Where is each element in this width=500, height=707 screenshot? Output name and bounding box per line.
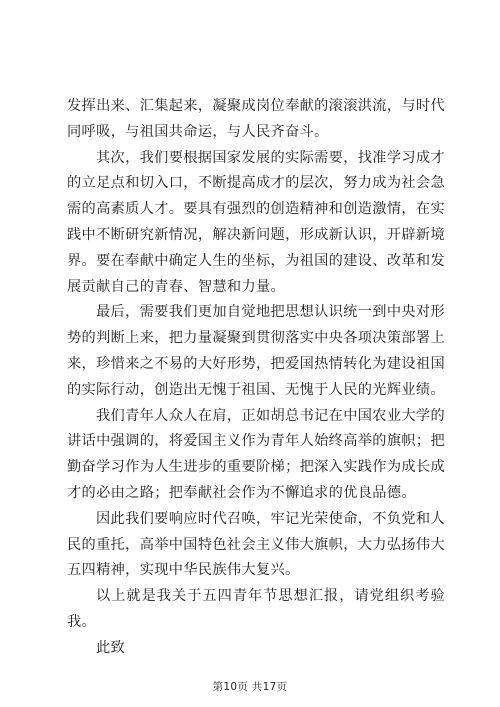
paragraph-continuation: 发挥出来、汇集起来，凝聚成岗位奉献的滚滚洪流，与时代同呼吸，与祖国共命运，与人民齐奋斗。 — [67, 98, 445, 140]
paragraph-youth: 我们青年人众人在肩，正如胡总书记在中国农业大学的讲话中强调的，将爱国主义作为青年人始终高举的旗帜；把勤奋学习作为人生进步的重要阶梯；把深入实践作为成长成才的必由之路；把奉献社会作为不懈追求的优良品德。 — [67, 407, 445, 501]
page-number-footer: 第10页 共17页 — [212, 681, 288, 693]
paragraph-salutation: 此致 — [96, 639, 126, 656]
paragraph-therefore: 因此我们要响应时代召唤，牢记光荣使命，不负党和人民的重托，高举中国特色社会主义伟大旗帜，大力弘扬伟大五四精神，实现中华民族伟大复兴。 — [67, 510, 445, 579]
paragraph-conclusion: 以上就是我关于五四青年节思想汇报，请党组织考验我。 — [67, 588, 445, 630]
document-body — [67, 94, 445, 662]
paragraph-finally: 最后，需要我们更加自觉地把思想认识统一到中央对形势的判断上来，把力量凝聚到贯彻落实中央各项决策部署上来，珍惜来之不易的大好形势，把爱国热情转化为建设祖国的实际行动，创造出无愧于祖国、无愧于人民的光辉业绩。 — [67, 304, 445, 398]
paragraph-secondly: 其次，我们要根据国家发展的实际需要，找准学习成才的立足点和切入口，不断提高成才的层次，努力成为社会急需的高素质人才。要具有强烈的创造精神和创造激情，在实践中不断研究新情况，解决新问题，形成新认识，开辟新境界。要在奉献中确定人生的坐标，为祖国的建设、改革和发展贡献自己的青春、智慧和力量。 — [67, 149, 445, 295]
